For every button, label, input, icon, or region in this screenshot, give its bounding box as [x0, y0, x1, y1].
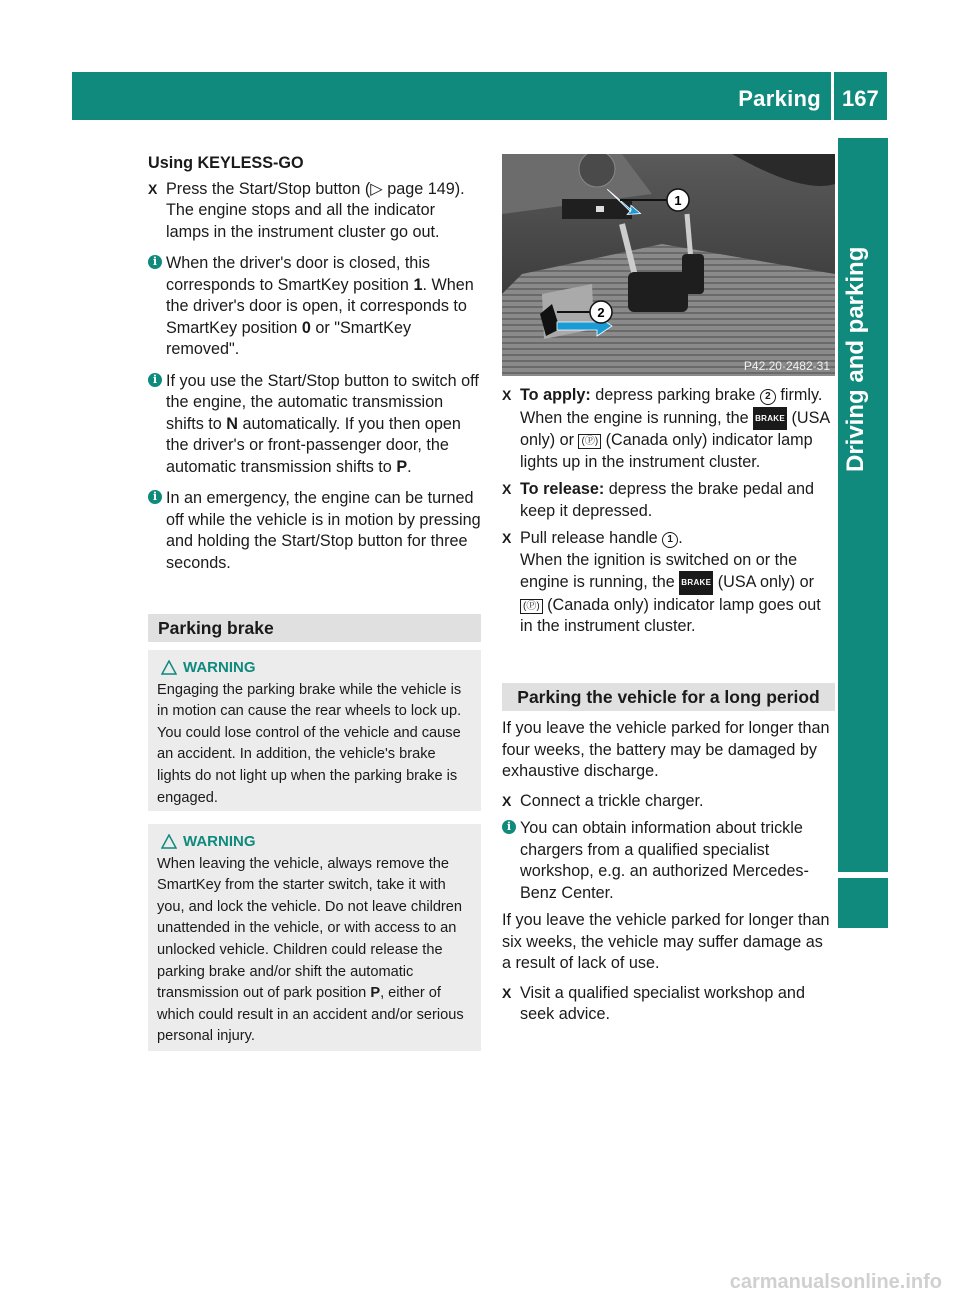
step-text: Pull release handle	[520, 529, 663, 547]
gear-value: P	[396, 457, 408, 476]
info-text: automatically. If you then open the driver's or front-passenger door, the automatic transmission shifts to	[166, 414, 461, 476]
step-text: (Canada only) indicator lamp lights up in the instrument cluster.	[520, 431, 813, 471]
warning-box-leaving	[148, 824, 481, 1051]
info-icon: i	[148, 255, 162, 269]
brake-pedal	[628, 272, 688, 312]
step-release	[502, 479, 835, 522]
warning-title	[157, 831, 473, 853]
paragraph: If you leave the vehicle parked for longer than six weeks, the vehicle may suffer damage as a result of lack of use.	[502, 911, 830, 972]
step-text: Connect a trickle charger.	[520, 791, 704, 810]
warning-text	[157, 854, 473, 1048]
step-text: depress the brake pedal and keep it depressed.	[520, 480, 814, 520]
callout-2-ref: 2	[760, 389, 776, 405]
accelerator-pedal	[682, 254, 704, 294]
brake-indicator-icon: BRAKE	[753, 407, 787, 431]
step-pull-handle	[502, 528, 835, 638]
canada-indicator-icon: (Ⓟ)	[578, 434, 601, 449]
step-label: To apply:	[520, 386, 591, 404]
info-note-charger	[502, 818, 835, 904]
step-text: When the engine is running, the	[520, 408, 754, 427]
info-text: If you use the Start/Stop button to switch off the engine, the automatic transmission shifts to	[166, 371, 479, 433]
step-marker-icon: X	[502, 387, 512, 403]
warning-text-part: When leaving the vehicle, always remove the SmartKey from the starter switch, take it with you, and lock the vehicle. Do not leave children unattended in the vehicle, or with access to an unlocked vehicle. Children could release the parking brake and/or shift the automatic transmission out of park position	[157, 855, 463, 1002]
long-period-column	[502, 718, 835, 1030]
header-divider	[831, 72, 834, 120]
info-note-emergency	[148, 488, 481, 574]
warning-title	[157, 657, 473, 679]
step-trickle-charger	[502, 791, 835, 813]
step-press-start-stop	[148, 179, 481, 244]
callout-1-ref: 1	[662, 532, 678, 548]
info-text: . When the driver's door is open, it corresponds to SmartKey position	[166, 275, 474, 337]
step-apply	[502, 385, 835, 473]
info-text: When the driver's door is closed, this corresponds to SmartKey position	[166, 254, 431, 294]
step-text: depress parking brake	[590, 386, 760, 404]
step-text: (USA only) or	[520, 408, 830, 449]
step-text: .	[678, 529, 683, 547]
step-marker-icon: X	[502, 792, 512, 809]
step-text: firmly.	[775, 386, 823, 404]
info-text: or "SmartKey removed".	[166, 318, 412, 358]
illustration-drawing	[502, 154, 835, 376]
figure-code: P42.20-2482-31	[743, 359, 830, 373]
warning-box-engaging	[148, 650, 481, 811]
step-text: (USA only) or	[713, 573, 815, 591]
warning-triangle-icon	[161, 834, 177, 849]
warning-text-part: , either of which could result in an accident and/or serious personal injury.	[157, 985, 464, 1045]
info-note-door	[148, 253, 481, 361]
callout-1-label: 1	[674, 193, 682, 208]
step-marker-icon: X	[148, 180, 158, 197]
callout-2-label: 2	[597, 305, 605, 320]
parking-brake-illustration	[502, 154, 835, 376]
keyless-go-heading: Using KEYLESS-GO	[148, 154, 304, 172]
info-note-transmission	[148, 371, 481, 479]
page-number: 167	[842, 86, 879, 111]
info-icon: i	[148, 373, 162, 387]
warning-text: Engaging the parking brake while the vehicle is in motion can cause the rear wheels to lock up. You could lose control of the vehicle and cause an accident. In addition, the vehicle's brake lights do not light up when the parking brake is engaged.	[157, 681, 462, 806]
left-column	[148, 153, 481, 574]
right-column	[502, 385, 835, 642]
info-icon: i	[502, 820, 516, 834]
info-text: In an emergency, the engine can be turned off while the vehicle is in motion by pressing and holding the Start/Stop button for three seconds.	[166, 489, 481, 572]
step-text: (Canada only) indicator lamp goes out in the instrument cluster.	[520, 595, 821, 635]
warning-triangle-icon	[161, 660, 177, 675]
position-value: 0	[301, 318, 311, 337]
step-visit-workshop	[502, 983, 835, 1026]
step-label: To release:	[520, 480, 605, 498]
paragraph: If you leave the vehicle parked for longer than four weeks, the battery may be damaged by exhaustive discharge.	[502, 719, 830, 780]
gear-value: N	[226, 414, 238, 433]
handle-symbol	[596, 206, 604, 212]
step-marker-icon: X	[502, 481, 512, 497]
brake-indicator-icon: BRAKE	[679, 571, 713, 595]
gear-value: P	[370, 985, 381, 1002]
info-icon: i	[148, 490, 162, 504]
watermark: carmanualsonline.info	[729, 1271, 942, 1293]
step-text: When the ignition is switched on or the engine is running, the	[520, 550, 798, 591]
info-text: .	[407, 457, 412, 476]
position-value: 1	[413, 275, 423, 294]
step-text: Press the Start/Stop button (▷ page 149). The engine stops and all the indicator lamps in the instrument cluster go out.	[166, 179, 465, 241]
page-title: Parking	[738, 86, 821, 111]
warning-title-text: WARNING	[183, 659, 256, 676]
warning-title-text: WARNING	[183, 833, 256, 850]
info-text: You can obtain information about trickle chargers from a qualified specialist workshop, e.g. an authorized Mercedes-Benz Center.	[520, 819, 809, 902]
light-switch	[579, 154, 615, 187]
canada-indicator-icon: (Ⓟ)	[520, 599, 543, 614]
chapter-tab-marker	[838, 878, 888, 928]
section-heading-parking-brake: Parking brake	[148, 614, 481, 642]
section-heading-long-period: Parking the vehicle for a long period	[502, 683, 835, 711]
step-text: Visit a qualified specialist workshop and seek advice.	[520, 983, 805, 1023]
chapter-tab-label	[842, 436, 878, 472]
step-marker-icon: X	[502, 984, 512, 1001]
step-marker-icon: X	[502, 530, 512, 546]
